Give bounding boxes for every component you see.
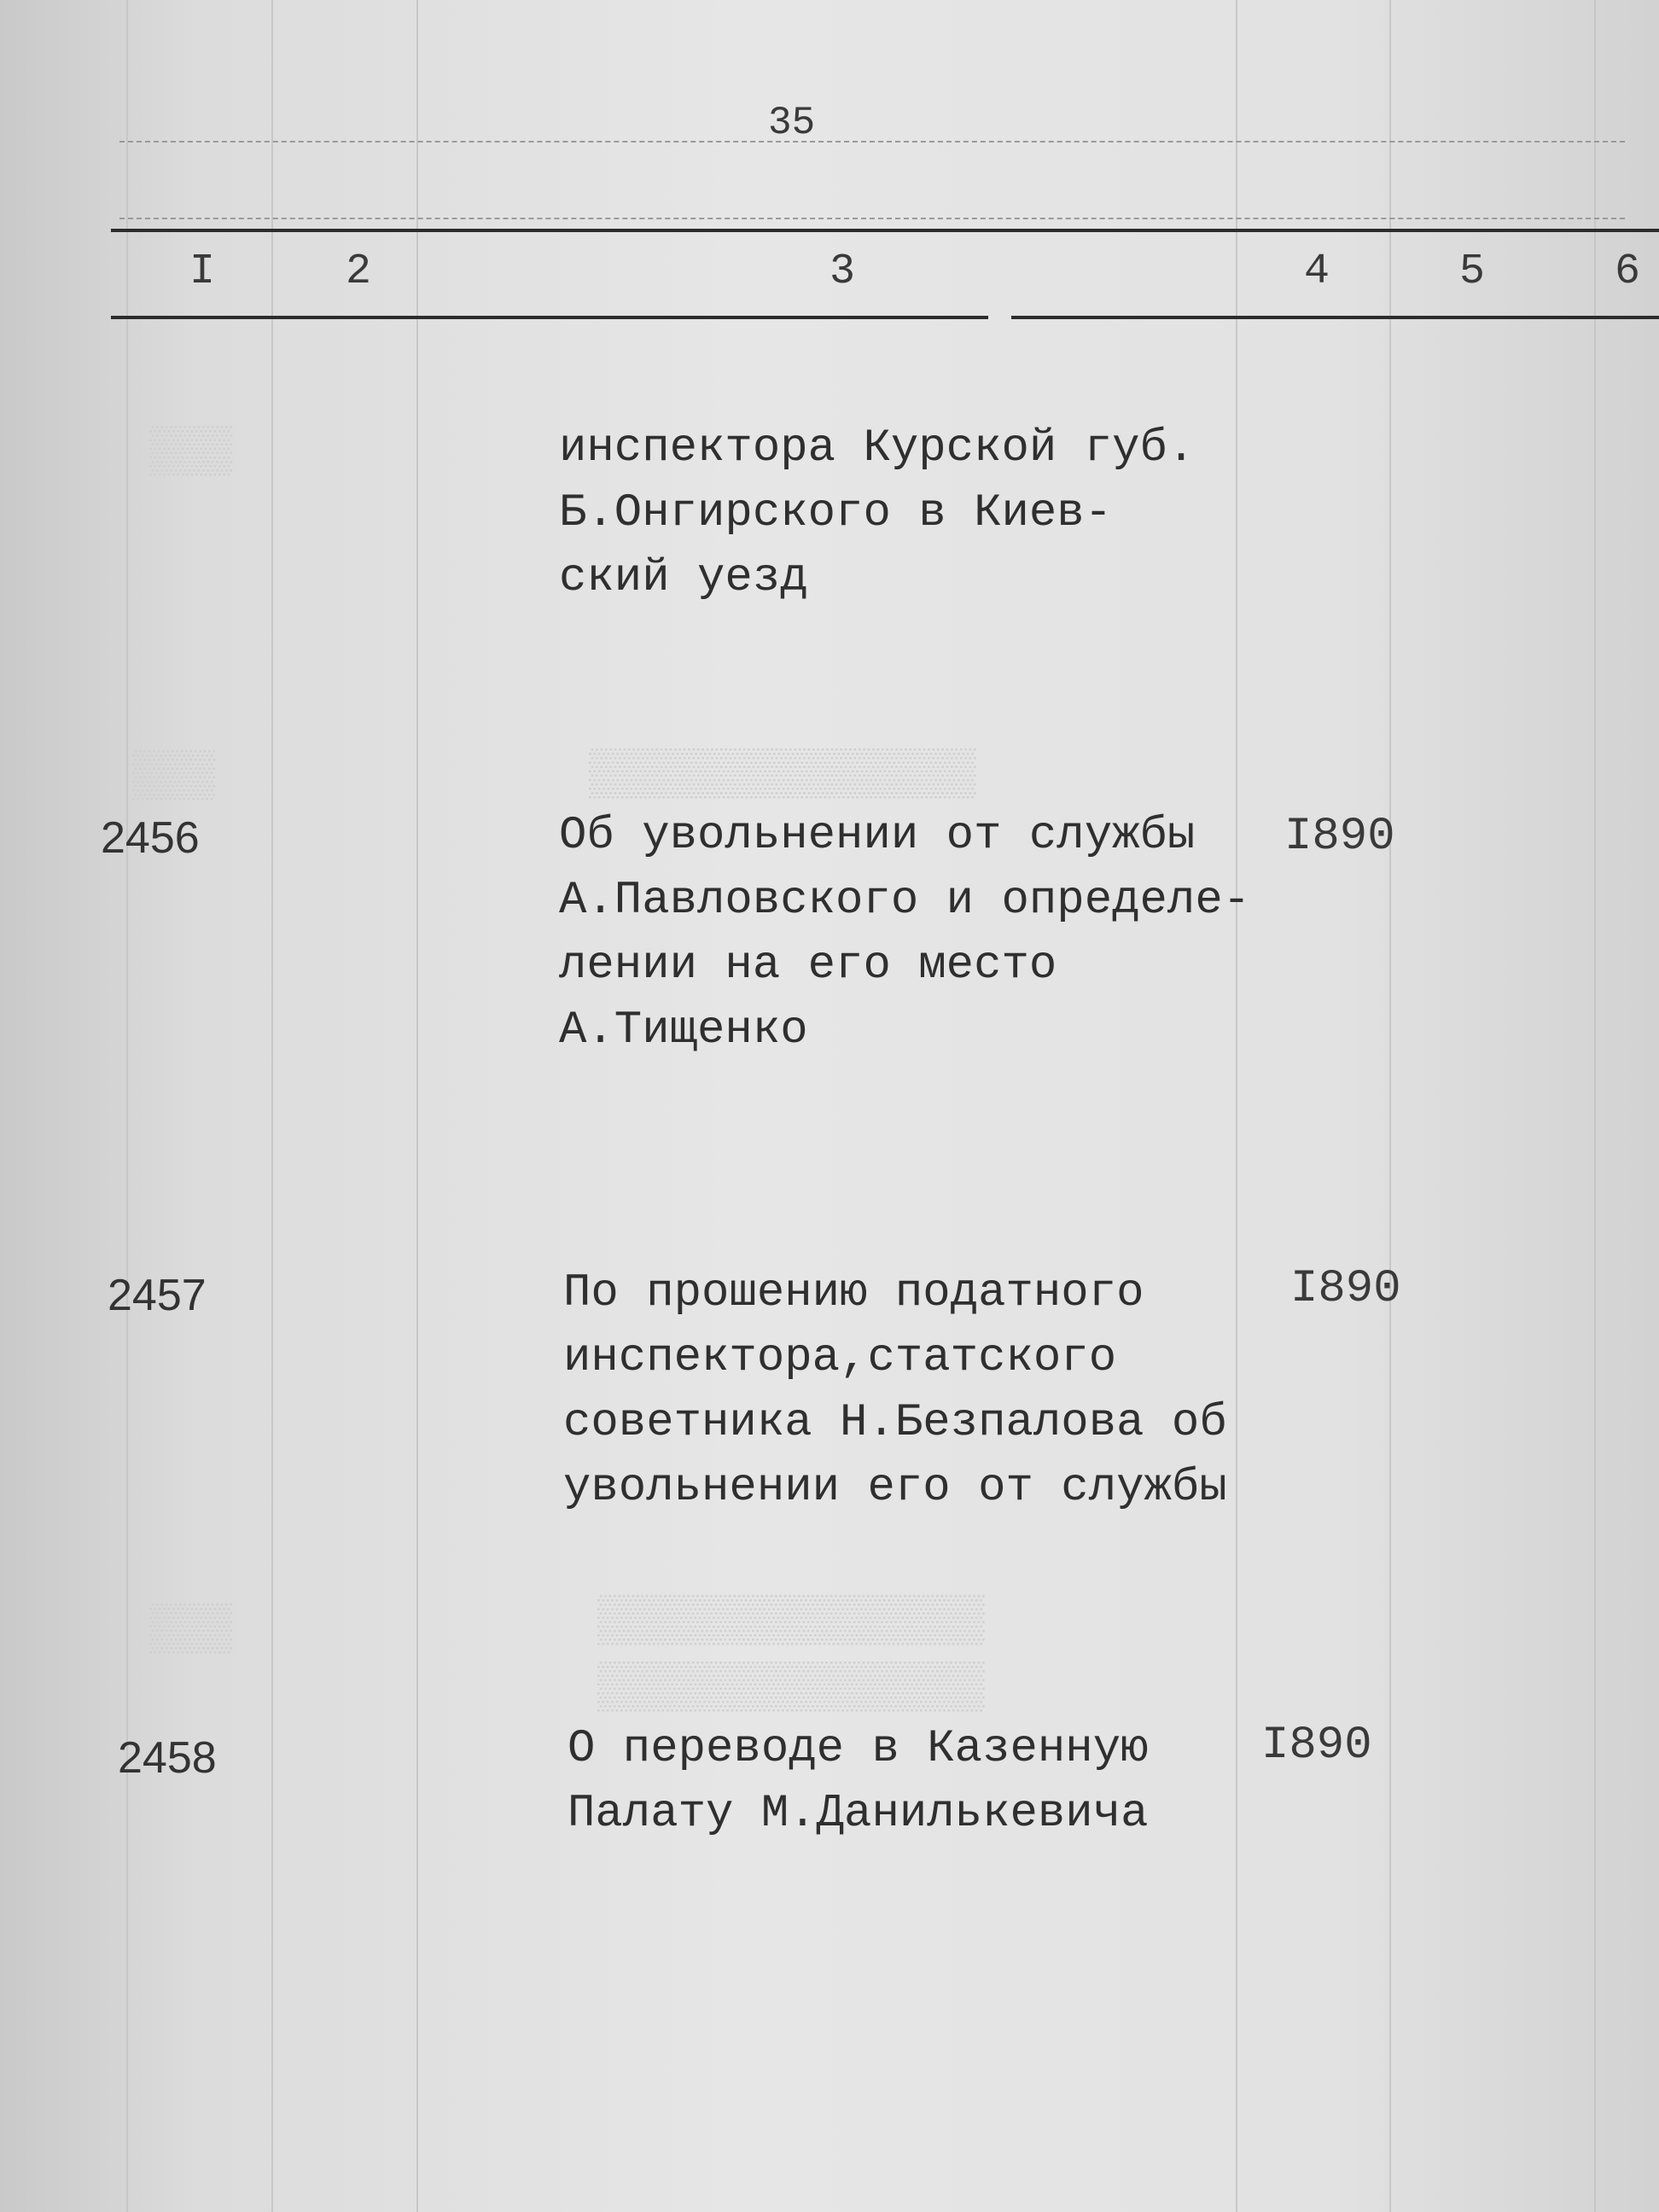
bleed-through-mark: ▒▒▒▒▒▒▒▒▒▒▒▒▒▒ xyxy=(597,1662,985,1714)
column-number-6: 6 xyxy=(1615,247,1641,296)
entry-number: 2458 xyxy=(118,1733,217,1783)
entry-title: О переводе в Казенную Палату М.Данилькевича xyxy=(568,1723,1149,1840)
header-dashed-rule xyxy=(119,218,1625,219)
continuation-text: инспектора Курской губ. Б.Онгирского в Киев- ский уезд xyxy=(559,422,1196,604)
column-number-5: 5 xyxy=(1459,247,1486,296)
header-dashed-rule xyxy=(119,141,1625,143)
entry-year: I890 xyxy=(1290,1263,1401,1315)
entry-number: 2456 xyxy=(101,813,200,863)
column-divider xyxy=(1236,0,1237,2212)
header-top-rule xyxy=(111,229,1659,232)
column-divider xyxy=(126,0,128,2212)
column-number-3: 3 xyxy=(830,247,856,296)
column-divider xyxy=(1389,0,1391,2212)
entry-title: Об увольнении от службы А.Павловского и определе- лении на его место А.Тищенко xyxy=(559,810,1251,1057)
column-divider xyxy=(416,0,418,2212)
bleed-through-mark: ▒▒▒▒▒▒▒▒▒▒▒▒▒▒ xyxy=(597,1596,985,1648)
entry-year: I890 xyxy=(1284,811,1395,863)
header-bottom-rule-right xyxy=(1011,316,1659,319)
column-number-1: I xyxy=(189,247,216,296)
column-divider xyxy=(271,0,273,2212)
header-bottom-rule-left xyxy=(111,316,988,319)
entry-title: По прошению податного инспектора,статского советника Н.Безпалова об увольнении его от службы xyxy=(563,1267,1227,1514)
bleed-through-mark: ▒▒▒ xyxy=(132,751,216,803)
bleed-through-mark: ▒▒▒ xyxy=(149,1604,233,1656)
page-number: 35 xyxy=(768,101,816,145)
entry-year: I890 xyxy=(1261,1720,1372,1772)
column-number-4: 4 xyxy=(1304,247,1330,296)
entry-number: 2457 xyxy=(108,1271,207,1320)
bleed-through-mark: ▒▒▒▒▒▒▒▒▒▒▒▒▒▒ xyxy=(589,749,976,801)
column-divider xyxy=(1594,0,1596,2212)
column-number-2: 2 xyxy=(346,247,372,296)
bleed-through-mark: ▒▒▒ xyxy=(149,427,233,479)
